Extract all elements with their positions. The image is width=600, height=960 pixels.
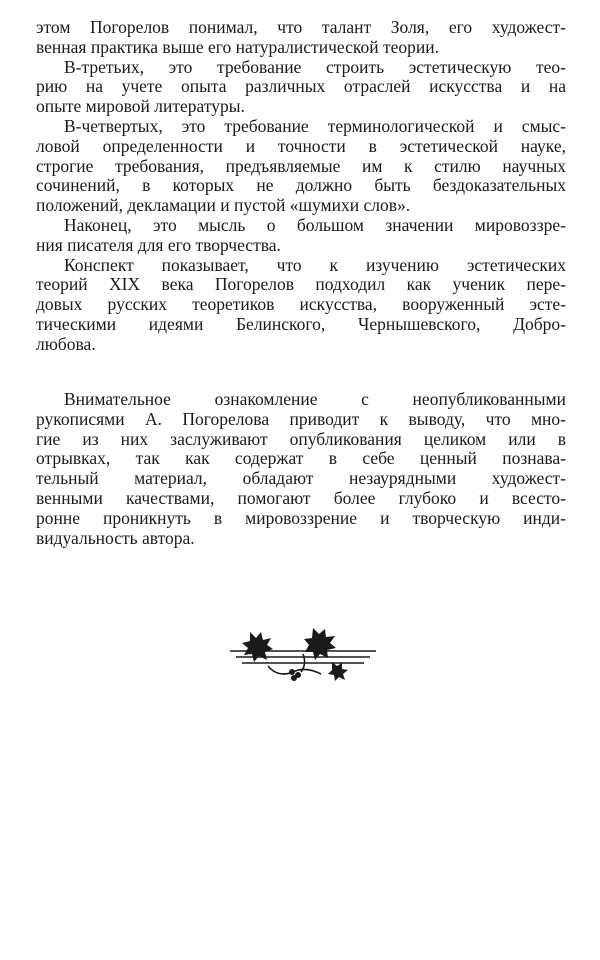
text-line: этом Погорелов понимал, что талант Золя, его художест- bbox=[36, 18, 566, 37]
text-line: видуальность автора. bbox=[36, 528, 195, 548]
text-line: В-четвертых, это требование терминологической и смыс- bbox=[64, 116, 566, 136]
text-line: тельный материал, обладают незаурядными художест- bbox=[36, 469, 566, 489]
text-section-conspect bbox=[36, 18, 566, 355]
text-line: венная практика выше его натуралистической теории. bbox=[36, 37, 439, 57]
text-line: довых русских теоретиков искусства, вооруженный эсте- bbox=[36, 295, 566, 315]
text-line: Конспект показывает, что к изучению эстетических bbox=[64, 255, 566, 275]
text-line: отрывках, так как содержат в себе ценный познава- bbox=[36, 449, 566, 469]
text-line: сочинений, в которых не должно быть бездоказательных bbox=[36, 176, 566, 196]
text-line: строгие требования, предъявляемые им к стилю научных bbox=[36, 156, 566, 176]
vine-leaf-ornament-icon bbox=[228, 624, 378, 684]
text-line: гие из них заслуживают опубликования целиком или в bbox=[36, 429, 566, 449]
text-line: В-третьих, это требование строить эстетическую тео- bbox=[64, 57, 566, 77]
text-line: Наконец, это мысль о большом значении мировоззре- bbox=[64, 215, 566, 235]
text-line: ния писателя для его творчества. bbox=[36, 235, 281, 255]
text-line: любова. bbox=[36, 334, 96, 354]
text-line: тическими идеями Белинского, Чернышевского, Добро- bbox=[36, 314, 566, 334]
text-line: опыте мировой литературы. bbox=[36, 97, 245, 117]
text-line: рукописями А. Погорелова приводит к выводу, что мно- bbox=[36, 409, 566, 429]
text-line: ронне проникнуть в мировоззрение и творческую инди- bbox=[36, 508, 566, 528]
text-line: теорий XIX века Погорелов подходил как ученик пере- bbox=[36, 275, 566, 295]
text-line: венными качествами, помогают более глубоко и всесто- bbox=[36, 488, 566, 508]
text-line: рию на учете опыта различных отраслей искусства и на bbox=[36, 77, 566, 97]
text-section-conclusion bbox=[36, 390, 566, 548]
text-line: положений, декламации и пустой «шумихи слов». bbox=[36, 196, 411, 216]
text-line: Внимательное ознакомление с неопубликованными bbox=[64, 390, 566, 409]
text-line: ловой определенности и точности в эстетической науке, bbox=[36, 136, 566, 156]
